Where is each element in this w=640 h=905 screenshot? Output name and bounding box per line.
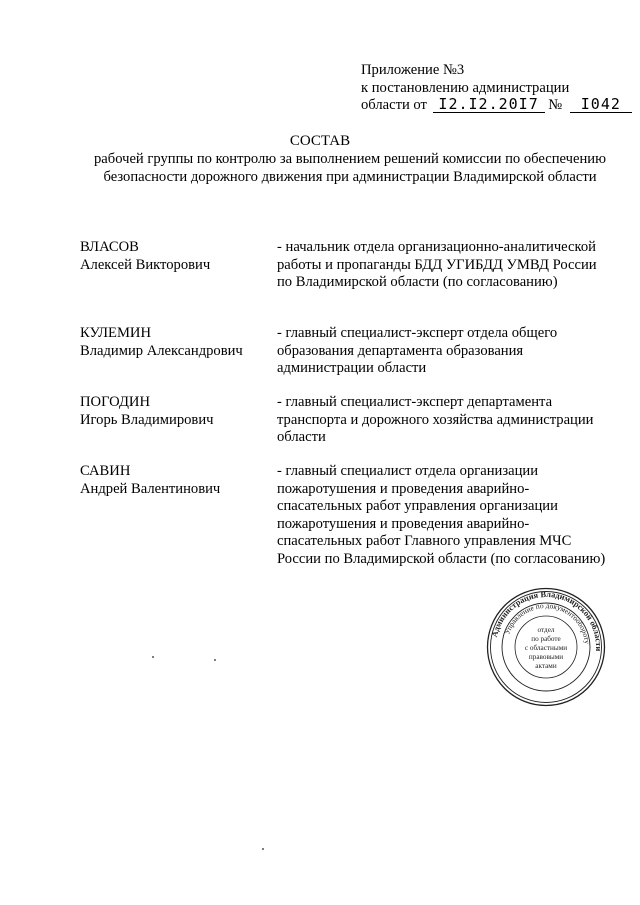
appendix-date-line: [361, 97, 621, 115]
document-number: I042: [570, 97, 632, 113]
page-title: СОСТАВ: [289, 133, 351, 149]
member-given-name: Андрей Валентинович: [80, 480, 221, 497]
document-date: I2.I2.20I7: [433, 97, 545, 113]
stamp-center-line: по работе: [531, 635, 561, 643]
member-given-name: Владимир Александрович: [80, 342, 243, 359]
member-name: [80, 463, 277, 568]
member-entry: [80, 394, 620, 447]
page-subtitle: рабочей группы по контролю за выполнением решений комиссии по обеспечению безопасности дорожного движения при администрации Владимирской области: [94, 151, 606, 185]
member-given-name: Алексей Викторович: [80, 256, 211, 273]
stamp-center-line: правовыми: [528, 653, 564, 661]
member-entry: [80, 239, 620, 292]
member-role: - главный специалист отдела организации пожаротушения и проведения аварийно-спасательных работ управления организации пожаротушения и проведения аварийно-спасательных работ Главного управления МЧС России по Владимирской области (по согласованию): [277, 463, 606, 567]
appendix-reference: к постановлению администрации: [361, 79, 570, 96]
stamp-center-line: отдел: [537, 626, 555, 634]
stamp-center-line: актами: [535, 662, 557, 670]
member-surname: ПОГОДИН: [80, 394, 150, 410]
stamp-outer-text: Администрация Владимирской области: [490, 589, 604, 652]
member-name: [80, 394, 277, 447]
member-entry: [80, 463, 620, 568]
appendix-block: [361, 62, 621, 115]
member-surname: САВИН: [80, 463, 131, 479]
appendix-date-prefix: области от: [361, 97, 427, 113]
member-entry: [80, 325, 620, 378]
stamp-center-text: [525, 626, 567, 670]
scan-speck: [262, 848, 264, 850]
appendix-title: Приложение №3: [361, 62, 465, 78]
stamp-inner-text: Управление по документообороту: [502, 600, 592, 645]
number-label: №: [548, 97, 563, 113]
member-role: - главный специалист-эксперт отдела общего образования департамента образования администрации области: [277, 325, 558, 376]
scan-speck: [214, 659, 216, 661]
member-surname: ВЛАСОВ: [80, 239, 139, 255]
stamp-center-line: с областными: [524, 644, 568, 652]
member-name: [80, 239, 277, 292]
member-role: - главный специалист-эксперт департамента транспорта и дорожного хозяйства администрации области: [277, 394, 594, 445]
member-role: - начальник отдела организационно-аналитической работы и пропаганды БДД УГИБДД УМВД России по Владимирской области (по согласованию): [277, 239, 597, 290]
member-surname: КУЛЕМИН: [80, 325, 151, 341]
member-given-name: Игорь Владимирович: [80, 411, 214, 428]
official-stamp: [485, 586, 607, 708]
scan-speck: [152, 656, 154, 658]
member-name: [80, 325, 277, 378]
